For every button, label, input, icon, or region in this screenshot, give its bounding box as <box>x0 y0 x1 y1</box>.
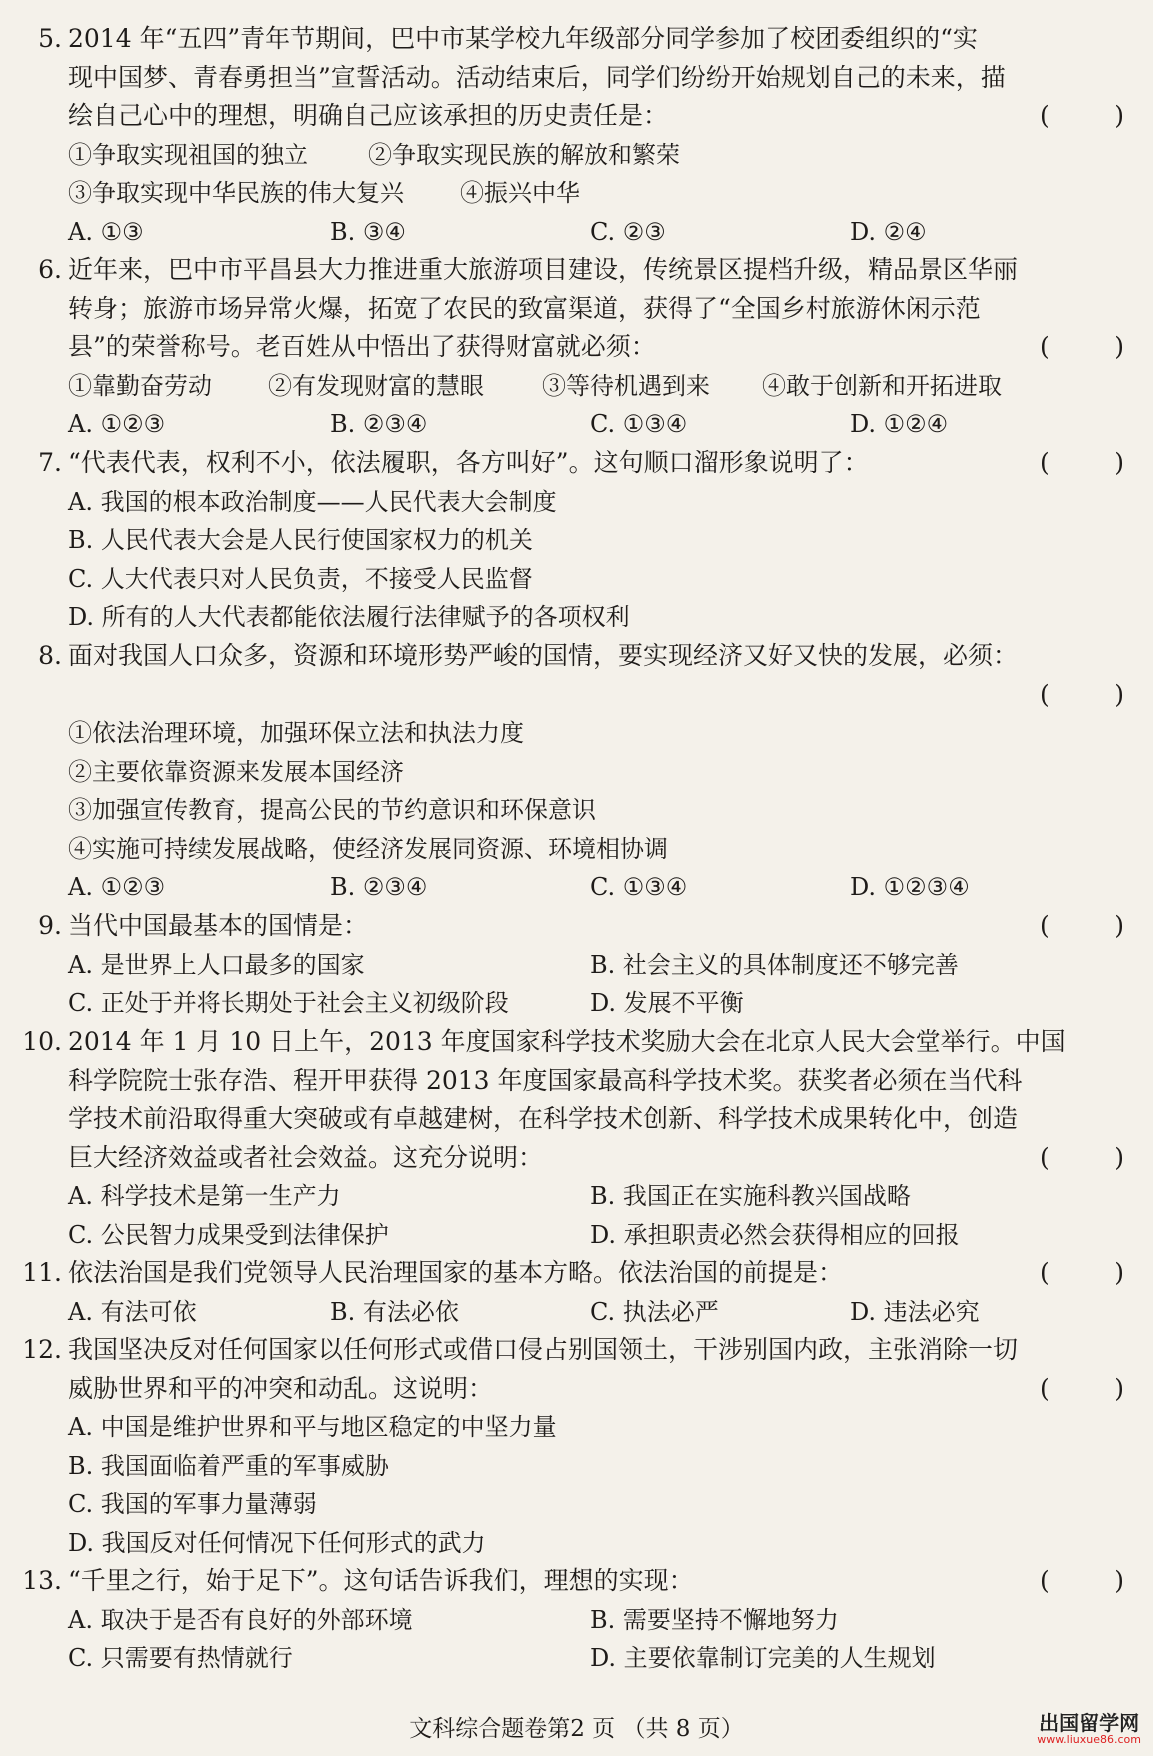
question-stem-line: 现中国梦、青春勇担当”宣誓活动。活动结束后，同学们纷纷开始规划自己的未来，描 <box>68 62 1006 92</box>
answer-bracket: ( ) <box>1040 1566 1124 1595</box>
option-a: A. 科学技术是第一生产力 <box>68 1182 341 1210</box>
statement-item: ④敢于创新和开拓进取 <box>762 371 1002 400</box>
option-b: B. 人民代表大会是人民行使国家权力的机关 <box>68 526 533 554</box>
question-10 <box>10 1023 1130 1254</box>
question-number: 6. <box>38 255 62 284</box>
option-d: D. ①②④ <box>850 410 949 438</box>
statement-item: ②争取实现民族的解放和繁荣 <box>368 140 680 169</box>
option-b: B. ②③④ <box>330 873 428 901</box>
question-stem-line: 威胁世界和平的冲突和动乱。这说明： <box>68 1373 494 1403</box>
option-b: B. 我国正在实施科教兴国战略 <box>590 1182 911 1210</box>
question-8 <box>10 637 1130 907</box>
statement-item: ④实施可持续发展战略，使经济发展同资源、环境相协调 <box>68 834 668 863</box>
answer-bracket: ( ) <box>1040 332 1124 361</box>
question-number: 10. <box>22 1027 62 1056</box>
option-c: C. 公民智力成果受到法律保护 <box>68 1220 389 1249</box>
question-stem-line: 当代中国最基本的国情是： <box>68 911 369 940</box>
question-5 <box>10 20 1130 251</box>
question-stem-line: 依法治国是我们党领导人民治理国家的基本方略。依法治国的前提是： <box>68 1258 844 1287</box>
option-c: C. 我国的军事力量薄弱 <box>68 1490 317 1518</box>
option-a: A. ①②③ <box>68 410 166 438</box>
question-stem-line: “千里之行，始于足下”。这句话告诉我们，理想的实现： <box>68 1566 694 1595</box>
question-stem-line: 县”的荣誉称号。老百姓从中悟出了获得财富就必须： <box>68 332 656 361</box>
question-12 <box>10 1331 1130 1562</box>
option-c: C. ①③④ <box>590 873 688 901</box>
statement-item: ②主要依靠资源来发展本国经济 <box>68 757 404 786</box>
question-number: 5. <box>38 24 62 53</box>
question-stem-line: 2014 年“五四”青年节期间，巴中市某学校九年级部分同学参加了校团委组织的“实 <box>68 24 978 53</box>
option-a: A. 是世界上人口最多的国家 <box>68 950 365 979</box>
option-a: A. 我国的根本政治制度——人民代表大会制度 <box>68 487 557 516</box>
answer-bracket: ( ) <box>1040 1142 1124 1172</box>
statement-item: ④振兴中华 <box>460 179 580 207</box>
question-stem-line: 2014 年 1 月 10 日上午，2013 年度国家科学技术奖励大会在北京人民大会堂举行。中国 <box>68 1027 1066 1056</box>
option-d: D. 违法必究 <box>850 1297 980 1326</box>
question-6 <box>10 251 1130 444</box>
question-stem-line: 巨大经济效益或者社会效益。这充分说明： <box>68 1142 544 1172</box>
question-stem-line: 绘自己心中的理想，明确自己应该承担的历史责任是： <box>68 101 669 130</box>
page-footer: 文科综合题卷第2 页 （共 8 页） <box>409 1716 744 1742</box>
question-9 <box>10 907 1130 1023</box>
option-a: A. ①②③ <box>68 873 166 901</box>
question-13 <box>10 1562 1130 1678</box>
option-d: D. 承担职责必然会获得相应的回报 <box>590 1220 960 1249</box>
answer-bracket: ( ) <box>1040 911 1124 940</box>
question-stem-line: 面对我国人口众多，资源和环境形势严峻的国情，要实现经济又好又快的发展，必须： <box>68 641 1019 670</box>
option-a: A. 取决于是否有良好的外部环境 <box>68 1605 413 1634</box>
option-b: B. ③④ <box>330 217 406 246</box>
option-c: C. 执法必严 <box>590 1297 719 1326</box>
option-c: C. ②③ <box>590 217 666 246</box>
question-stem-line: 学技术前沿取得重大突破或有卓越建树，在科学技术创新、科学技术成果转化中，创造 <box>68 1104 1019 1133</box>
watermark-title: 出国留学网 <box>1039 1711 1140 1735</box>
statement-item: ③争取实现中华民族的伟大复兴 <box>68 179 404 207</box>
statement-item: ③等待机遇到来 <box>542 371 710 400</box>
statement-item: ①依法治理环境，加强环保立法和执法力度 <box>68 719 524 747</box>
option-a: A. 中国是维护世界和平与地区稳定的中坚力量 <box>68 1413 557 1441</box>
option-d: D. 主要依靠制订完美的人生规划 <box>590 1644 936 1672</box>
statement-item: ①争取实现祖国的独立 <box>68 140 308 169</box>
question-number: 7. <box>38 448 62 477</box>
answer-bracket: ( ) <box>1040 679 1124 709</box>
option-d: D. 我国反对任何情况下任何形式的武力 <box>68 1528 486 1557</box>
option-b: B. 需要坚持不懈地努力 <box>590 1605 839 1634</box>
statement-item: ③加强宣传教育，提高公民的节约意识和环保意识 <box>68 796 596 824</box>
question-stem-line: 转身；旅游市场异常火爆，拓宽了农民的致富渠道，获得了“全国乡村旅游休闲示范 <box>68 293 981 323</box>
option-c: C. 只需要有热情就行 <box>68 1644 293 1672</box>
option-d: D. ②④ <box>850 217 927 246</box>
option-c: C. 正处于并将长期处于社会主义初级阶段 <box>68 989 509 1017</box>
watermark-logo <box>1037 1712 1141 1746</box>
question-stem-line: “代表代表，权利不小，依法履职，各方叫好”。这句顺口溜形象说明了： <box>68 448 869 477</box>
question-stem-line: 科学院院士张存浩、程开甲获得 2013 年度国家最高科学技术奖。获奖者必须在当代科 <box>68 1065 1023 1095</box>
question-stem-line: 近年来，巴中市平昌县大力推进重大旅游项目建设，传统景区提档升级，精品景区华丽 <box>68 255 1019 284</box>
option-d: D. ①②③④ <box>850 873 970 901</box>
answer-bracket: ( ) <box>1040 1373 1124 1403</box>
option-b: B. ②③④ <box>330 410 428 438</box>
option-b: B. 有法必依 <box>330 1297 459 1326</box>
watermark-url: www.liuxue86.com <box>1037 1733 1141 1746</box>
question-number: 12. <box>22 1335 62 1364</box>
answer-bracket: ( ) <box>1040 1258 1124 1287</box>
statement-item: ②有发现财富的慧眼 <box>268 371 484 400</box>
question-number: 13. <box>22 1566 62 1595</box>
question-number: 8. <box>38 641 62 670</box>
option-a: A. ①③ <box>68 217 144 246</box>
question-7 <box>10 444 1130 637</box>
question-stem-line: 我国坚决反对任何国家以任何形式或借口侵占别国领土，干涉别国内政，主张消除一切 <box>68 1335 1019 1364</box>
statement-item: ①靠勤奋劳动 <box>68 371 212 400</box>
option-b: B. 社会主义的具体制度还不够完善 <box>590 950 959 979</box>
option-a: A. 有法可依 <box>68 1297 197 1326</box>
option-c: C. 人大代表只对人民负责，不接受人民监督 <box>68 564 533 593</box>
question-number: 11. <box>22 1258 62 1287</box>
answer-bracket: ( ) <box>1040 101 1124 130</box>
question-11 <box>10 1254 1130 1331</box>
option-b: B. 我国面临着严重的军事威胁 <box>68 1451 389 1480</box>
answer-bracket: ( ) <box>1040 448 1124 477</box>
option-d: D. 发展不平衡 <box>590 989 744 1017</box>
option-d: D. 所有的人大代表都能依法履行法律赋予的各项权利 <box>68 603 630 631</box>
question-number: 9. <box>38 911 62 940</box>
option-c: C. ①③④ <box>590 410 688 438</box>
